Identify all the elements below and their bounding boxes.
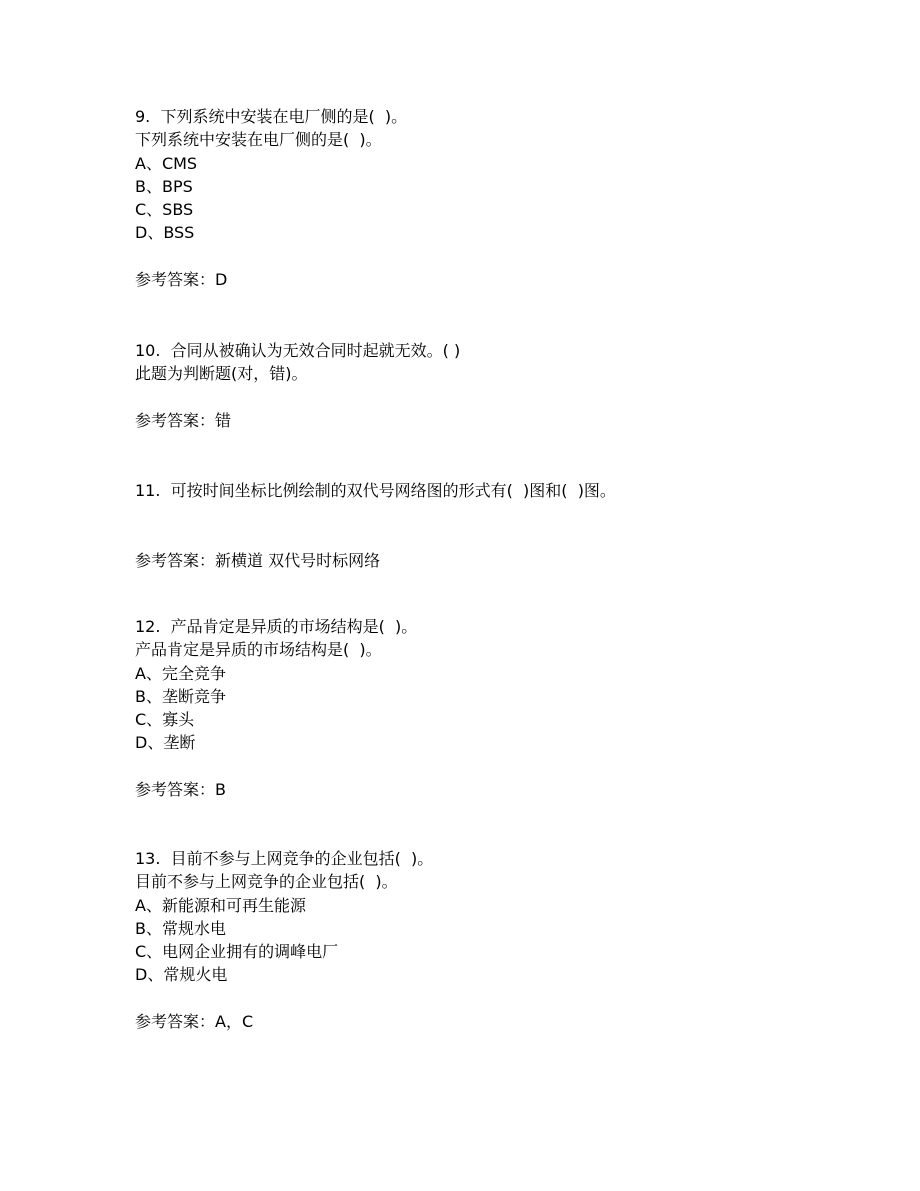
- question-10: [135, 339, 460, 432]
- question-title: 9. 下列系统中安装在电厂侧的是( )。: [135, 107, 408, 126]
- question-title: 10. 合同从被确认为无效合同时起就无效。( ): [135, 341, 461, 360]
- spacer: [135, 526, 616, 549]
- option-c: C、电网企业拥有的调峰电厂: [135, 942, 339, 962]
- answer: 参考答案：错: [135, 410, 232, 430]
- option-a: A、新能源和可再生能源: [135, 895, 306, 915]
- question-title: 12. 产品肯定是异质的市场结构是( )。: [135, 617, 418, 636]
- option-a: A、完全竞争: [135, 663, 226, 683]
- answer: 参考答案：D: [135, 270, 228, 290]
- option-d: D、垄断: [135, 733, 196, 753]
- question-title: 13. 目前不参与上网竞争的企业包括( )。: [135, 849, 434, 868]
- option-c: C、寡头: [135, 710, 195, 730]
- question-12: [135, 615, 417, 801]
- spacer: [135, 987, 433, 1010]
- spacer: [135, 755, 417, 778]
- spacer: [135, 245, 407, 268]
- option-b: B、垄断竞争: [135, 686, 226, 706]
- option-d: D、BSS: [135, 223, 195, 243]
- question-13: [135, 847, 433, 1033]
- question-9: [135, 105, 407, 291]
- answer: 参考答案：A，C: [135, 1012, 254, 1032]
- spacer: [135, 502, 616, 525]
- option-b: B、BPS: [135, 176, 193, 196]
- question-11: [135, 479, 616, 572]
- question-stem: 产品肯定是异质的市场结构是( )。: [135, 640, 382, 660]
- option-a: A、CMS: [135, 153, 198, 173]
- spacer: [135, 386, 460, 409]
- option-d: D、常规火电: [135, 965, 228, 985]
- option-b: B、常规水电: [135, 918, 226, 938]
- answer: 参考答案：B: [135, 780, 226, 800]
- question-stem: 下列系统中安装在电厂侧的是( )。: [135, 130, 382, 150]
- question-stem: 目前不参与上网竞争的企业包括( )。: [135, 872, 398, 892]
- option-c: C、SBS: [135, 200, 194, 220]
- question-title: 11. 可按时间坐标比例绘制的双代号网络图的形式有( )图和( )图。: [135, 481, 616, 500]
- answer: 参考答案：新横道 双代号时标网络: [135, 550, 381, 570]
- question-stem: 此题为判断题(对，错)。: [135, 364, 308, 384]
